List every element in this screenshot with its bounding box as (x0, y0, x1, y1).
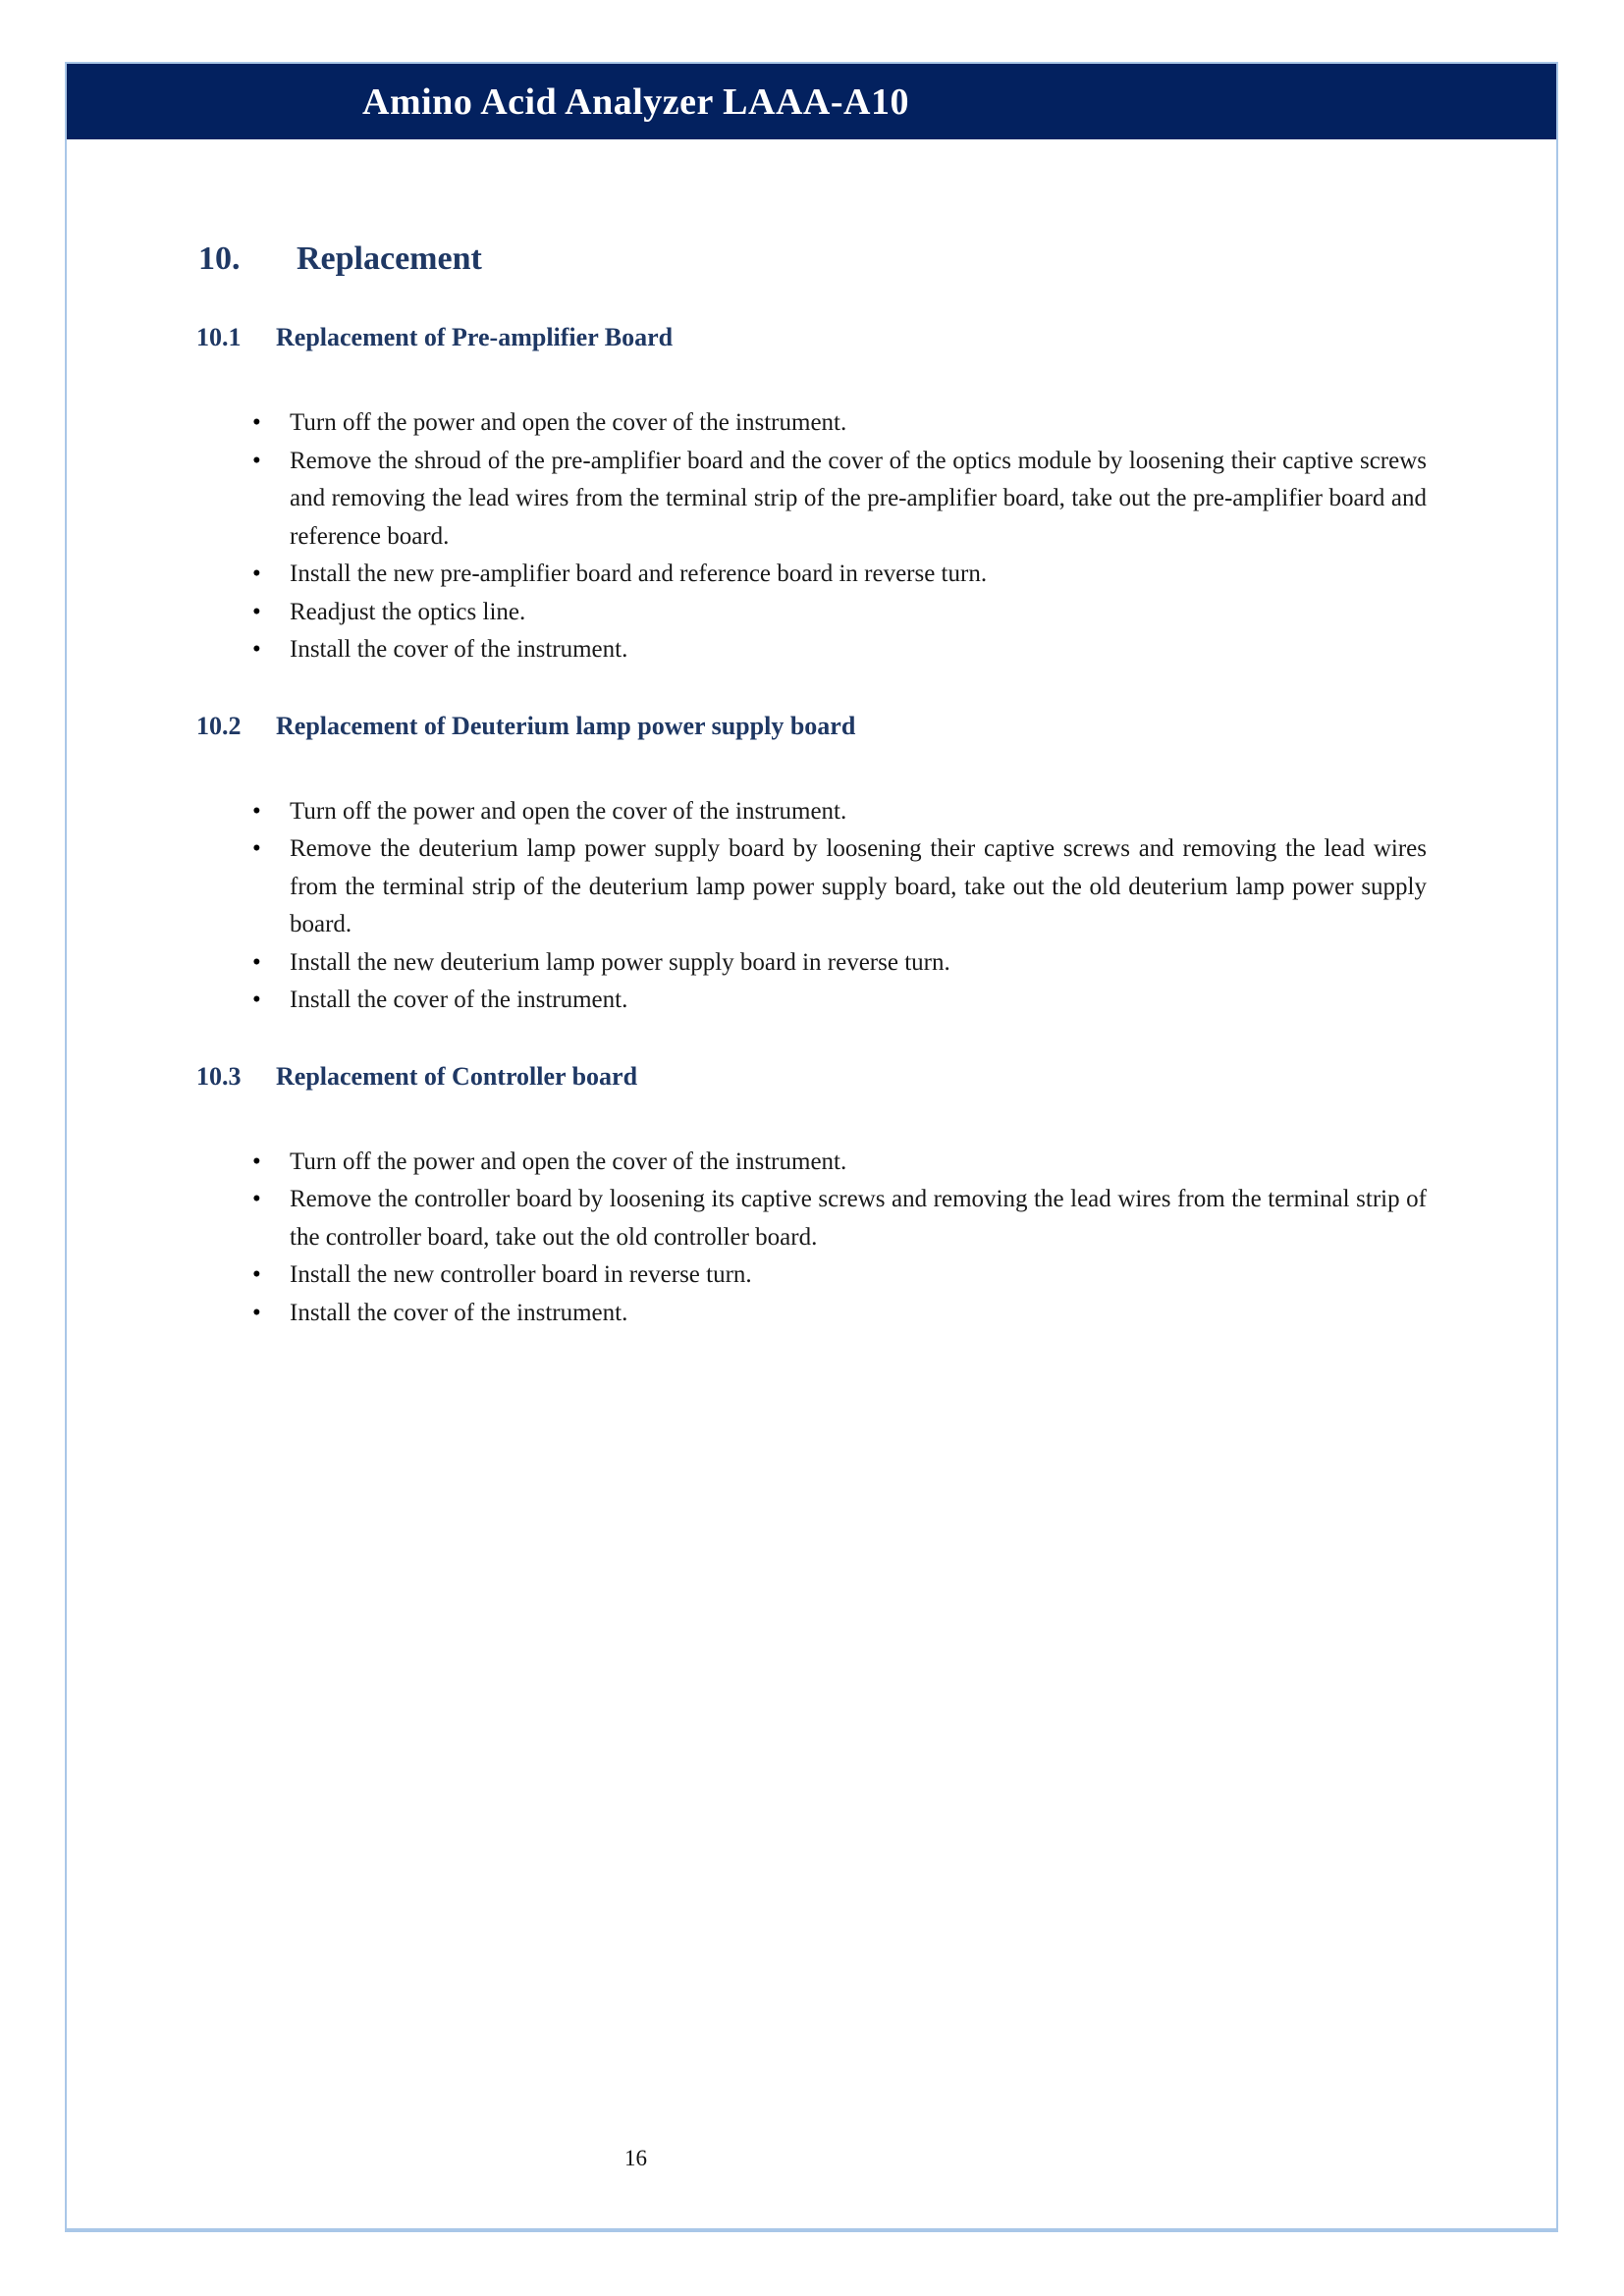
page-number: 16 (624, 2146, 647, 2170)
subsection-title: Replacement of Deuterium lamp power supply board (276, 711, 856, 740)
list-item: • Install the cover of the instrument. (250, 1295, 1427, 1333)
subsection-number: 10.1 (196, 323, 242, 351)
document-title: Amino Acid Analyzer LAAA-A10 (362, 80, 909, 123)
list-item: • Turn off the power and open the cover of the instrument. (250, 404, 1427, 443)
subsection-title: Replacement of Pre-amplifier Board (276, 323, 674, 351)
list-item: • Remove the controller board by loosening its captive screws and removing the lead wires from the terminal strip of the controller board, take out the old controller board. (250, 1181, 1427, 1256)
section-number: 10. (198, 240, 241, 277)
steps-list-10-1 (250, 404, 1427, 669)
list-item: • Install the cover of the instrument. (250, 631, 1427, 669)
subsection-heading-10-1 (196, 320, 1556, 355)
subsection-number: 10.2 (196, 711, 242, 740)
steps-list-10-2 (250, 793, 1427, 1020)
list-item: • Turn off the power and open the cover of the instrument. (250, 1144, 1427, 1182)
section-title: Replacement (297, 240, 482, 277)
list-item: • Remove the shroud of the pre-amplifier board and the cover of the optics module by loosening their captive screws and removing the lead wires from the terminal strip of the pre-amplifier board, take out the pre-amplifier board and reference board. (250, 443, 1427, 557)
list-item: • Install the new deuterium lamp power supply board in reverse turn. (250, 944, 1427, 983)
list-item: • Turn off the power and open the cover of the instrument. (250, 793, 1427, 831)
list-item: • Readjust the optics line. (250, 594, 1427, 632)
subsection-heading-10-2 (196, 709, 1556, 744)
steps-list-10-3 (250, 1144, 1427, 1333)
list-item: • Install the new pre-amplifier board and reference board in reverse turn. (250, 556, 1427, 594)
list-item: • Remove the deuterium lamp power supply board by loosening their captive screws and removing the lead wires from the terminal strip of the deuterium lamp power supply board, take out the old deuterium lamp power supply board. (250, 830, 1427, 944)
subsection-title: Replacement of Controller board (276, 1061, 638, 1091)
list-item: • Install the cover of the instrument. (250, 982, 1427, 1020)
document-header-bar (67, 64, 1556, 139)
subsection-number: 10.3 (196, 1061, 242, 1091)
subsection-heading-10-3 (196, 1059, 1556, 1095)
list-item: • Install the new controller board in reverse turn. (250, 1256, 1427, 1295)
document-page (65, 62, 1558, 2232)
section-heading (198, 238, 1556, 281)
